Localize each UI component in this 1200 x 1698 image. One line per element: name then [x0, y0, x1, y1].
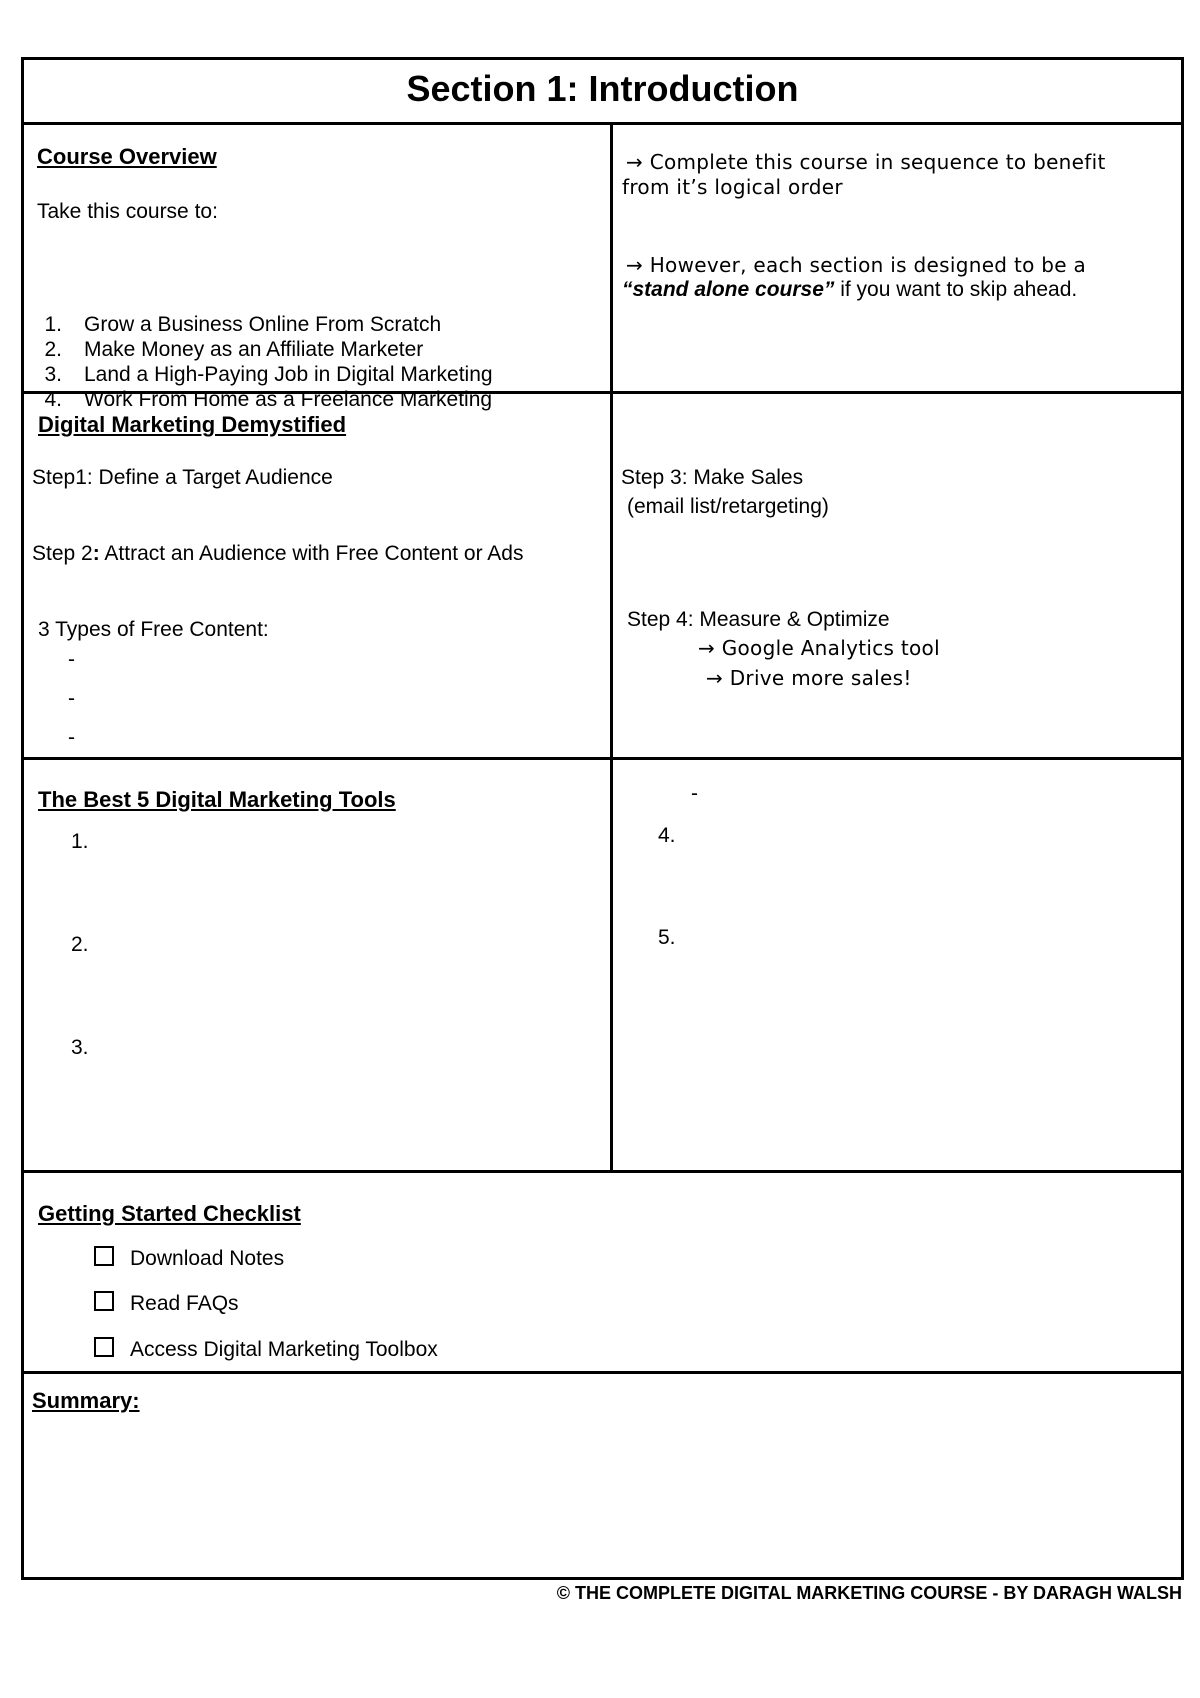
- divider-tools: [24, 1170, 1181, 1173]
- step-2: Step 2: Attract an Audience with Free Content or Ads: [32, 542, 524, 565]
- step-1: Step1: Define a Target Audience: [32, 466, 333, 489]
- goals-list: [24, 312, 493, 412]
- step-4-sales: → Drive more sales!: [706, 666, 912, 690]
- checklist-item[interactable]: Download Notes: [94, 1247, 284, 1271]
- checklist-item[interactable]: Access Digital Marketing Toolbox: [94, 1338, 438, 1362]
- tool-4: 4.: [658, 824, 676, 847]
- standalone-note-line2: [622, 278, 1077, 302]
- checkbox-icon[interactable]: [94, 1337, 114, 1357]
- worksheet: [21, 57, 1184, 1580]
- list-item: 4. Work From Home as a Freelance Marketing: [44, 388, 493, 411]
- demystified-heading: Digital Marketing Demystified: [38, 412, 347, 437]
- summary-heading: Summary:: [32, 1388, 140, 1413]
- tools-heading: The Best 5 Digital Marketing Tools: [38, 787, 396, 812]
- tool-dash: -: [691, 782, 698, 805]
- standalone-tail: if you want to skip ahead.: [834, 278, 1078, 301]
- standalone-note-line1: → However, each section is designed to be a: [626, 253, 1087, 277]
- divider-checklist: [24, 1371, 1181, 1374]
- free-content-dash-2: -: [68, 687, 75, 710]
- tool-2: 2.: [71, 933, 89, 956]
- free-content-dash-3: -: [68, 726, 75, 749]
- list-item: 1. Grow a Business Online From Scratch: [44, 313, 442, 336]
- divider-demystified: [24, 757, 1181, 760]
- sequence-note-line2: from it’s logical order: [622, 175, 843, 199]
- step-4-analytics: → Google Analytics tool: [698, 636, 940, 660]
- tool-3: 3.: [71, 1036, 89, 1059]
- free-content-types: 3 Types of Free Content:: [38, 618, 269, 641]
- tool-1: 1.: [71, 830, 89, 853]
- sequence-note-line1: → Complete this course in sequence to benefit: [626, 150, 1106, 174]
- checkbox-icon[interactable]: [94, 1246, 114, 1266]
- tool-5: 5.: [658, 926, 676, 949]
- divider-title: [24, 122, 1181, 125]
- free-content-dash-1: -: [68, 648, 75, 671]
- checklist-heading: Getting Started Checklist: [38, 1201, 301, 1226]
- column-divider: [610, 122, 613, 1170]
- standalone-emphasis: “stand alone course”: [622, 278, 835, 301]
- checklist-item[interactable]: Read FAQs: [94, 1292, 239, 1316]
- page-title: Section 1: Introduction: [406, 68, 799, 109]
- overview-heading: Course Overview: [37, 144, 217, 169]
- step-3: Step 3: Make Sales: [621, 466, 804, 489]
- step-4: Step 4: Measure & Optimize: [627, 608, 890, 631]
- overview-intro: Take this course to:: [37, 200, 218, 223]
- list-item: 2. Make Money as an Affiliate Marketer: [44, 338, 424, 361]
- step-3-detail: (email list/retargeting): [627, 495, 829, 518]
- checkbox-icon[interactable]: [94, 1291, 114, 1311]
- list-item: 3. Land a High-Paying Job in Digital Marketing: [44, 363, 493, 386]
- copyright-footer: © THE COMPLETE DIGITAL MARKETING COURSE - BY DARAGH WALSH: [556, 1583, 1182, 1603]
